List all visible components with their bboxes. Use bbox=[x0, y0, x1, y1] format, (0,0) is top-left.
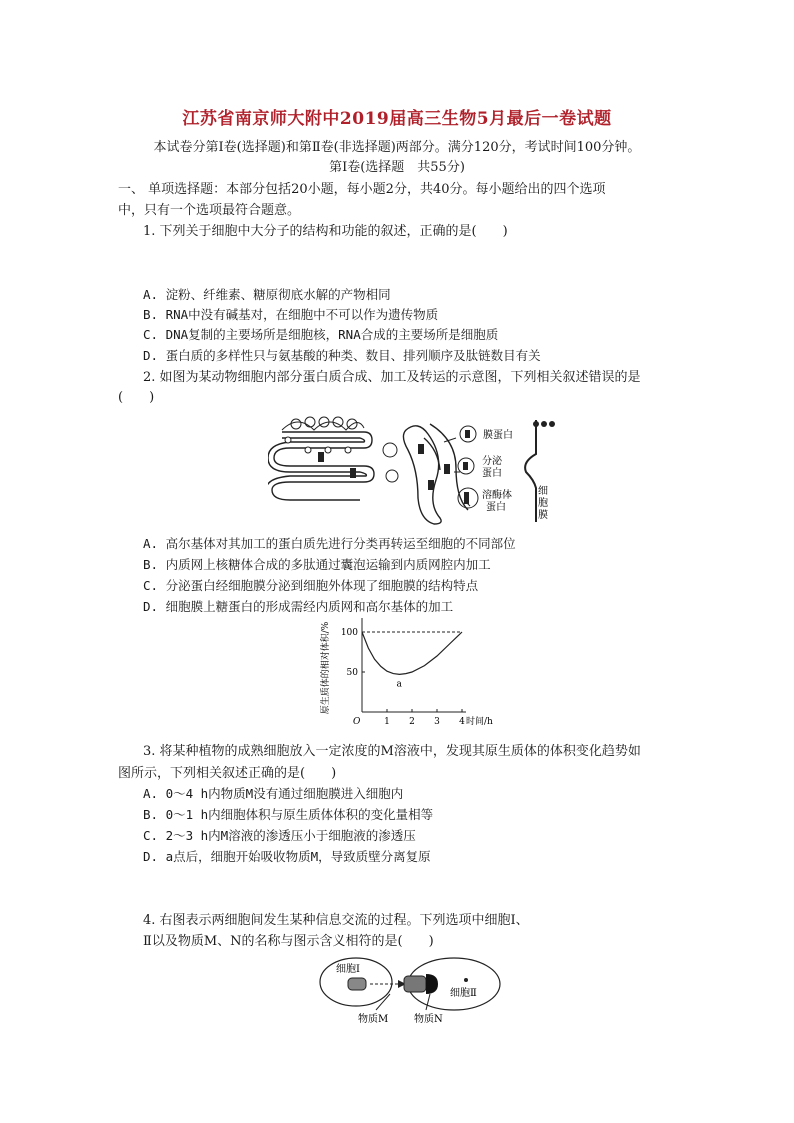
label-lysosome-2: 蛋白 bbox=[486, 502, 506, 513]
label-secretory-2: 蛋白 bbox=[482, 468, 502, 479]
q2-option-b: B. 内质网上核糖体合成的多肽通过囊泡运输到内质网腔内加工 bbox=[143, 557, 491, 572]
label-lysosome-1: 溶酶体 bbox=[482, 490, 512, 501]
x-tick-label: 4 bbox=[459, 717, 465, 727]
vesicle-icon bbox=[386, 470, 398, 482]
exam-intro: 本试卷分第Ⅰ卷(选择题)和第Ⅱ卷(非选择题)两部分。满分120分，考试时间100分钟。 bbox=[153, 140, 641, 155]
q3-option-d: D. a点后，细胞开始吸收物质M，导致质壁分离复原 bbox=[143, 849, 431, 864]
q3-stem-line1: 3. 将某种植物的成熟细胞放入一定浓度的M溶液中，发现其原生质体的体积变化趋势如 bbox=[143, 744, 641, 759]
protein-dots-er bbox=[318, 452, 356, 478]
y-axis-label: 原生质体的相对体积/% bbox=[321, 621, 331, 715]
exam-title: 江苏省南京师大附中2019届高三生物5月最后一卷试题 bbox=[182, 109, 612, 129]
q2-option-a: A. 高尔基体对其加工的蛋白质先进行分类再转运至细胞的不同部位 bbox=[143, 536, 516, 551]
point-a-label: a bbox=[396, 679, 402, 690]
q1-option-d: D. 蛋白质的多样性只与氨基酸的种类、数目、排列顺序及肽链数目有关 bbox=[143, 348, 541, 363]
label-cell-membrane-1: 细 bbox=[538, 486, 548, 497]
x-tick-label: 2 bbox=[409, 717, 415, 727]
volume-curve bbox=[362, 632, 462, 674]
cell-membrane bbox=[525, 420, 536, 522]
q1-option-a: A. 淀粉、纤维素、糖原彻底水解的产物相同 bbox=[143, 287, 391, 302]
chart-marks bbox=[362, 632, 462, 689]
y-tick-label: 100 bbox=[340, 628, 358, 638]
label-substance-n: 物质N bbox=[414, 1014, 443, 1025]
x-axis-label: 时间/h bbox=[466, 717, 493, 727]
label-membrane-protein: 膜蛋白 bbox=[483, 430, 513, 441]
membrane-protein-marks bbox=[533, 421, 555, 427]
label-secretory-1: 分泌 bbox=[482, 456, 502, 467]
label-substance-m: 物质M bbox=[358, 1014, 389, 1025]
q2-option-d: D. 细胞膜上糖蛋白的形成需经内质网和高尔基体的加工 bbox=[143, 599, 454, 614]
leader-m bbox=[376, 994, 390, 1010]
label-cell-membrane-2: 胞 bbox=[538, 498, 548, 509]
q3-option-a: A. 0～4 h内物质M没有通过细胞膜进入细胞内 bbox=[143, 786, 404, 801]
x-tick-label: 3 bbox=[434, 717, 440, 727]
label-cell-membrane-3: 膜 bbox=[538, 510, 548, 521]
x-tick-label: 1 bbox=[384, 717, 390, 727]
y-tick-label: 50 bbox=[346, 668, 358, 678]
q4-stem-line2: Ⅱ以及物质M、N的名称与图示含义相符的是( ) bbox=[143, 934, 434, 949]
cell-signaling-figure bbox=[318, 954, 502, 1026]
chart-axes bbox=[319, 618, 493, 727]
part1-header: 第Ⅰ卷(选择题 共55分) bbox=[329, 160, 465, 175]
q2-option-c: C. 分泌蛋白经细胞膜分泌到细胞外体现了细胞膜的结构特点 bbox=[143, 578, 479, 593]
section1-line1: 一、 单项选择题：本部分包括20小题，每小题2分，共40分。每小题给出的四个选项 bbox=[118, 182, 606, 197]
endoplasmic-reticulum bbox=[268, 432, 374, 500]
vesicle-icon bbox=[383, 443, 397, 457]
q4-stem-line1: 4. 右图表示两细胞间发生某种信息交流的过程。下列选项中细胞Ⅰ、 bbox=[143, 913, 529, 928]
q3-option-c: C. 2～3 h内M溶液的渗透压小于细胞液的渗透压 bbox=[143, 828, 416, 843]
origin-label: O bbox=[353, 717, 361, 727]
q2-stem-line1: 2. 如图为某动物细胞内部分蛋白质合成、加工及转运的示意图，下列相关叙述错误的是 bbox=[143, 370, 641, 385]
protein-transport-figure bbox=[268, 410, 568, 530]
q1-stem: 1. 下列关于细胞中大分子的结构和功能的叙述，正确的是( ) bbox=[143, 224, 508, 239]
nucleus-cell-1 bbox=[348, 978, 366, 990]
nucleus-cell-2 bbox=[464, 978, 468, 982]
section1-line2: 中，只有一个选项最符合题意。 bbox=[118, 203, 301, 218]
q3-option-b: B. 0～1 h内细胞体积与原生质体体积的变化量相等 bbox=[143, 807, 434, 822]
protoplast-volume-chart bbox=[316, 614, 500, 734]
q2-stem-line2: ( ) bbox=[118, 390, 155, 405]
q1-option-c: C. DNA复制的主要场所是细胞核，RNA合成的主要场所是细胞质 bbox=[143, 327, 499, 342]
substance-m-shape bbox=[404, 976, 426, 992]
golgi-apparatus bbox=[403, 424, 468, 524]
q1-option-b: B. RNA中没有碱基对，在细胞中不可以作为遗传物质 bbox=[143, 307, 439, 322]
q3-stem-line2: 图所示，下列相关叙述正确的是( ) bbox=[118, 766, 337, 781]
substance-n-shape bbox=[426, 974, 438, 994]
label-cell-2: 细胞Ⅱ bbox=[450, 988, 477, 999]
label-cell-1: 细胞Ⅰ bbox=[336, 964, 360, 975]
leader-n bbox=[426, 994, 430, 1010]
